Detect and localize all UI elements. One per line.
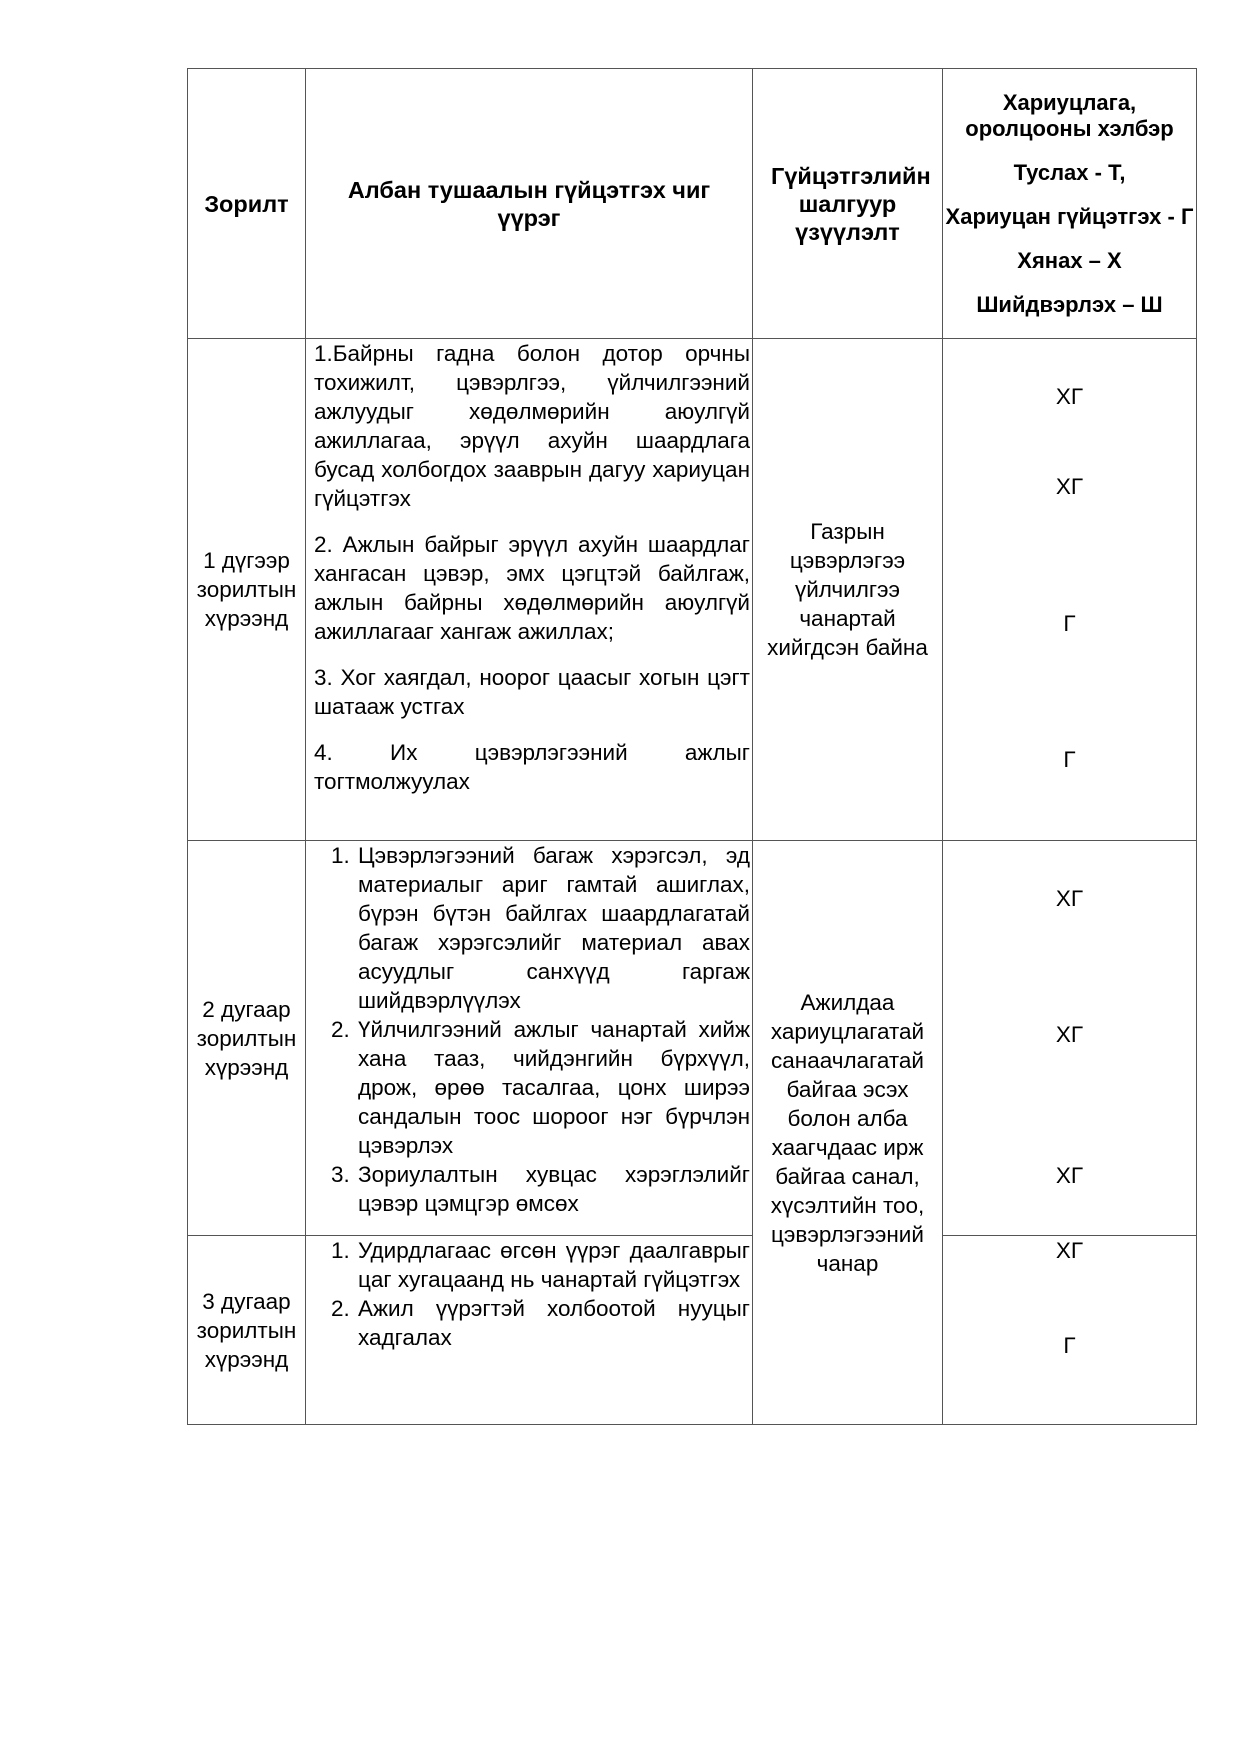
responsibility-code: ХГ (1055, 384, 1084, 409)
goal-row-1 (188, 339, 1197, 841)
responsibility-cell (943, 841, 1197, 1236)
goal-label: 1 дүгээр зорилтын хүрээнд (188, 339, 306, 841)
duty-item: 3. Зориулалтын хувцас хэрэглэлийг цэвэр цэмцгэр өмсөх (356, 1160, 750, 1218)
header-responsibility-line: Шийдвэрлэх – Ш (976, 291, 1163, 317)
header-duties: Албан тушаалын гүйцэтгэх чиг үүрэг (306, 69, 753, 339)
header-criteria: Гүйцэтгэлийн шалгуур үзүүлэлт (753, 69, 943, 339)
goal-label: 3 дугаар зорилтын хүрээнд (188, 1236, 306, 1425)
header-responsibility-line: Хариуцан гүйцэтгэх - Г (945, 203, 1194, 229)
goal-row-2 (188, 841, 1197, 1236)
responsibility-code: ХГ (1055, 1163, 1084, 1188)
goal-label: 2 дугаар зорилтын хүрээнд (188, 841, 306, 1236)
responsibility-code: ХГ (1055, 886, 1084, 911)
duties-cell (306, 841, 753, 1236)
header-responsibility-title: Хариуцлага, оролцооны хэлбэр (965, 89, 1174, 141)
duty-item: 1. Цэвэрлэгээний багаж хэрэгсэл, эд материалыг ариг гамтай ашиглах, бүрэн бүтэн байлгах шаардлагатай багаж хэрэгсэлийг материал авах асуудлыг санхүүд гаргаж шийдвэрлүүлэх (356, 841, 750, 1015)
duty-item: 4. Их цэвэрлэгээний ажлыг тогтмолжуулах (314, 740, 750, 794)
duties-cell (306, 339, 753, 841)
criteria-cell: Газрын цэвэрлэгээ үйлчилгээ чанартай хийгдсэн байна (753, 339, 943, 841)
duty-item: 3. Хог хаягдал, ноорог цаасыг хогын цэгт шатааж устгах (314, 665, 750, 719)
duties-cell (306, 1236, 753, 1425)
responsibility-code: Г (1063, 611, 1076, 636)
header-responsibility (943, 69, 1197, 339)
duty-item: 1. Удирдлагаас өгсөн үүрэг даалгаврыг цаг хугацаанд нь чанартай гүйцэтгэх (356, 1236, 750, 1294)
duty-item: 2. Үйлчилгээний ажлыг чанартай хийж хана тааз, чийдэнгийн бүрхүүл, дрож, өрөө тасалгаа, цонх ширээ сандалын тоос шороог нэг бүрчлэн цэвэрлэх (356, 1015, 750, 1160)
header-responsibility-line: Туслах - Т, (1013, 159, 1126, 185)
job-duties-table (187, 68, 1197, 1425)
goal-row-3 (188, 1236, 1197, 1425)
responsibility-code: ХГ (1055, 1022, 1084, 1047)
responsibility-code: ХГ (1055, 1238, 1084, 1263)
header-row (188, 69, 1197, 339)
header-goal: Зорилт (188, 69, 306, 339)
duty-item: 2. Ажил үүрэгтэй холбоотой нууцыг хадгалах (356, 1294, 750, 1352)
duty-item: 1.Байрны гадна болон дотор орчны тохижилт, цэвэрлгээ, үйлчилгээний ажлуудыг хөдөлмөрийн аюулгүй ажиллагаа, эрүүл ахуйн шаардлага бусад холбогдох зааврын дагуу хариуцан гүйцэтгэх (314, 341, 750, 511)
duty-item: 2. Ажлын байрыг эрүүл ахуйн шаардлаг хангасан цэвэр, эмх цэгцтэй байлгаж, ажлын байрны хөдөлмөрийн аюулгүй ажиллагааг хангаж ажиллах; (314, 532, 750, 644)
header-responsibility-line: Хянах – Х (1017, 247, 1122, 273)
responsibility-code: Г (1063, 747, 1076, 772)
responsibility-code: ХГ (1055, 474, 1084, 499)
responsibility-code: Г (1063, 1333, 1076, 1358)
responsibility-cell (943, 339, 1197, 841)
responsibility-cell (943, 1236, 1197, 1425)
criteria-cell: Ажилдаа хариуцлагатай санаачлагатай байгаа эсэх болон алба хаагчдаас ирж байгаа санал, хүсэлтийн тоо, цэвэрлэгээний чанар (753, 841, 943, 1425)
